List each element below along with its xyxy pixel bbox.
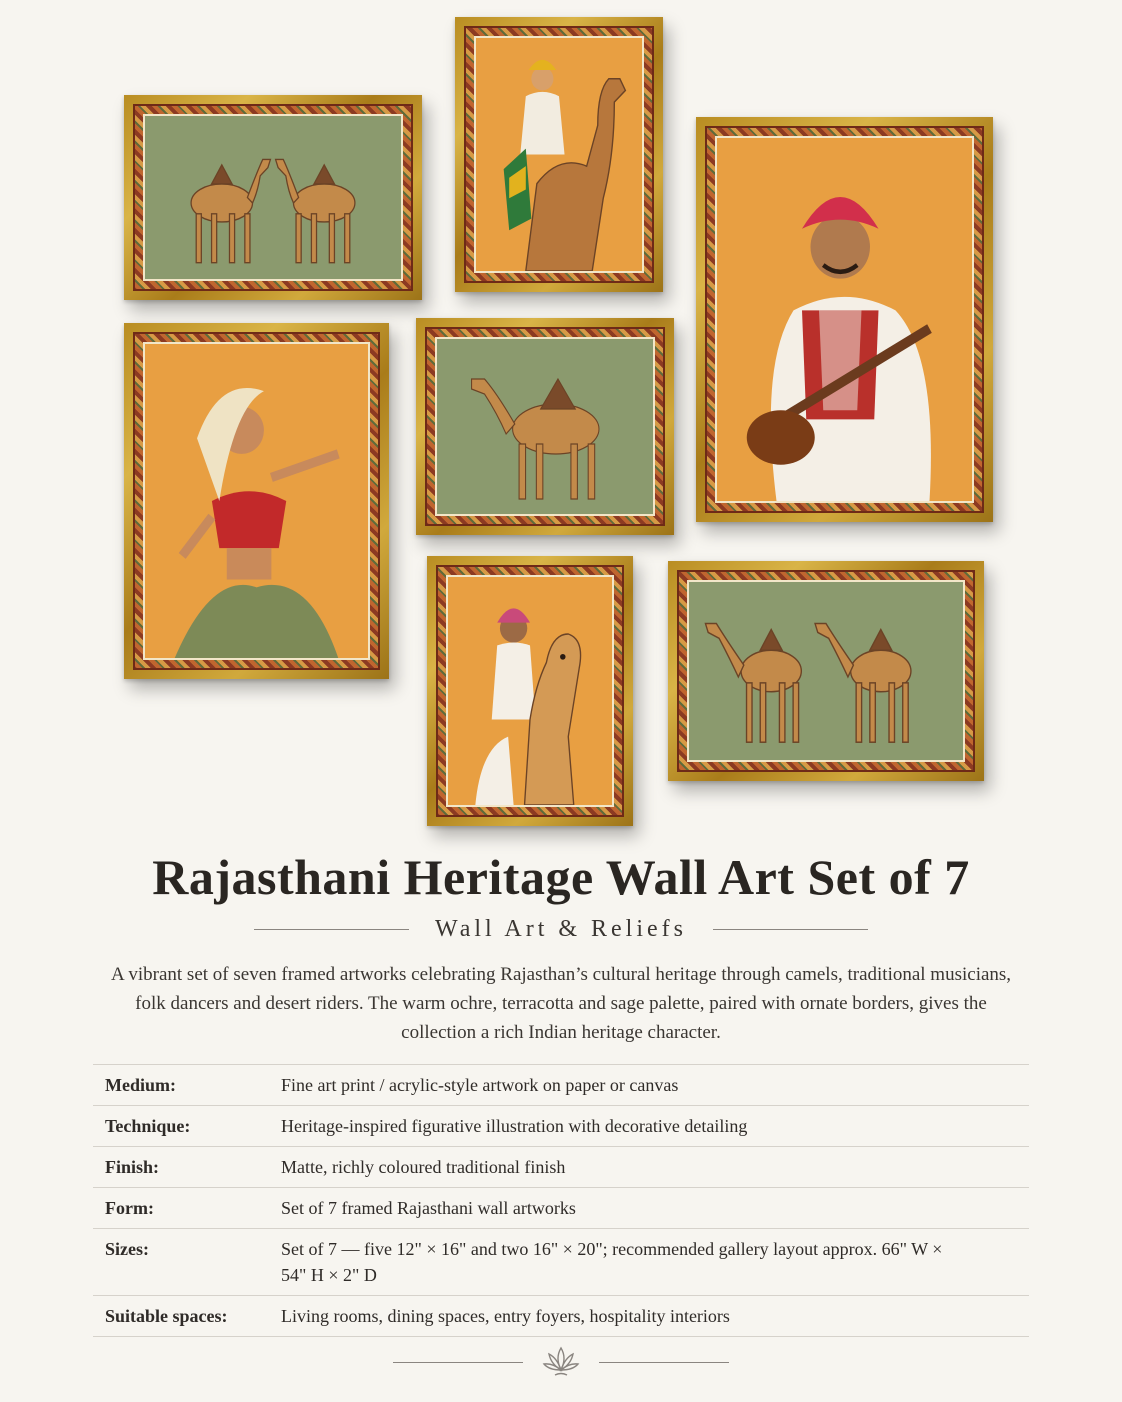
artwork-frame-camel-rider [455, 17, 663, 292]
artwork-frame-single-camel [416, 318, 674, 535]
footer-ornament [0, 1344, 1122, 1380]
table-row [93, 1147, 1029, 1188]
spec-value: Set of 7 framed Rajasthani wall artworks [281, 1198, 576, 1218]
spec-value: Set of 7 — five 12" × 16" and two 16" × 20"; recommended gallery layout approx. 66" W × 54" H × 2" D [281, 1239, 943, 1285]
camels-walking-illustration [689, 582, 963, 760]
lotus-icon [541, 1344, 581, 1380]
spec-label: Sizes: [105, 1239, 149, 1259]
table-row [93, 1229, 1029, 1296]
product-description: A vibrant set of seven framed artworks celebrating Rajasthan’s cultural heritage through camels, traditional musicians, folk dancers and desert riders. The warm ochre, terracotta and sage palette, paired with ornate borders, gives the collection a rich Indian heritage character. [110, 964, 1012, 1043]
spec-value: Living rooms, dining spaces, entry foyers, hospitality interiors [281, 1306, 730, 1326]
subtitle-left-rule [254, 929, 409, 930]
spec-value: Fine art print / acrylic-style artwork on paper or canvas [281, 1075, 679, 1095]
single-camel-illustration [437, 339, 653, 514]
product-title: Rajasthani Heritage Wall Art Set of 7 [152, 849, 970, 905]
spec-label: Finish: [105, 1157, 160, 1177]
spec-label: Technique: [105, 1116, 191, 1136]
spec-label: Form: [105, 1198, 154, 1218]
musician-illustration [717, 138, 972, 501]
spec-value: Matte, richly coloured traditional finish [281, 1157, 566, 1177]
footer-right-rule [599, 1362, 729, 1363]
desert-rider-illustration [448, 577, 612, 805]
table-row [93, 1296, 1029, 1337]
artwork-frame-two-camels-walking [668, 561, 984, 781]
footer-left-rule [393, 1362, 523, 1363]
table-row [93, 1065, 1029, 1106]
folk-dancer-illustration [145, 344, 368, 658]
spec-label: Suitable spaces: [105, 1306, 228, 1326]
table-row [93, 1188, 1029, 1229]
table-row [93, 1106, 1029, 1147]
product-category: Wall Art & Reliefs [434, 916, 688, 942]
subtitle-right-rule [713, 929, 868, 930]
camel-rider-illustration [476, 38, 642, 271]
spec-label: Medium: [105, 1075, 176, 1095]
artwork-frame-two-camels-facing [124, 95, 422, 300]
spec-value: Heritage-inspired figurative illustration with decorative detailing [281, 1116, 748, 1136]
artwork-frame-folk-dancer [124, 323, 389, 679]
specs-table [93, 1064, 1029, 1337]
artwork-frame-desert-rider [427, 556, 633, 826]
artwork-frame-musician [696, 117, 993, 522]
camels-facing-illustration [145, 116, 401, 279]
subtitle-row [0, 916, 1122, 943]
